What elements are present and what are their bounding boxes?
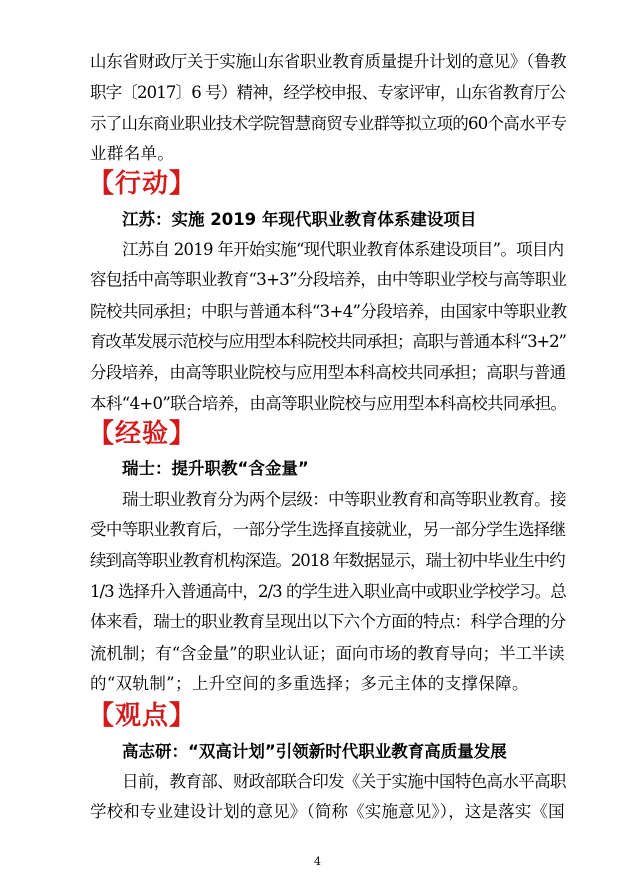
section-subhead-action: 江苏：实施 2019 年现代职业教育体系建设项目 (122, 210, 477, 229)
section-subhead-viewpoint: 高志研：“双高计划”引领新时代职业教育高质量发展 (122, 742, 507, 761)
paragraph-line: 瑞士职业教育分为两个层级：中等职业教育和高等职业教育。接 (122, 490, 566, 509)
section-heading-experience: 【经验】 (88, 419, 197, 449)
paragraph-line: 学校和专业建设计划的意见》（简称《实施意见》），这是落实《国 (90, 802, 565, 821)
paragraph-line: 流机制；有“含金量”的职业认证；面向市场的教育导向；半工半读 (90, 644, 565, 663)
paragraph-line: 日前，教育部、财政部联合印发《关于实施中国特色高水平高职 (122, 772, 566, 791)
section-heading-viewpoint: 【观点】 (88, 701, 197, 731)
paragraph-line: 受中等职业教育后，一部分学生选择直接就业，另一部分学生选择继 (90, 520, 566, 539)
paragraph-line: 江苏自 2019 年开始实施“现代职业教育体系建设项目”。项目内 (122, 240, 564, 259)
paragraph-line: 1/3 选择升入普通高中，2/3 的学生进入职业高中或职业学校学习。总 (90, 582, 566, 601)
paragraph-line: 的“双轨制”；上升空间的多重选择；多元主体的支撑保障。 (90, 674, 529, 693)
section-heading-action: 【行动】 (88, 169, 197, 199)
paragraph-line: 容包括中高等职业教育“3+3”分段培养，由中等职业学校与高等职业 (90, 270, 567, 289)
section-subhead-experience: 瑞士：提升职教“含金量” (122, 459, 309, 478)
intro-line: 业群名单。 (90, 144, 175, 163)
intro-line: 山东省财政厅关于实施山东省职业教育质量提升计划的意见》（鲁教 (90, 52, 567, 71)
paragraph-line: 院校共同承担；中职与普通本科“3+4”分段培养，由国家中等职业教 (90, 302, 567, 321)
intro-line: 职字〔2017〕6 号）精神，经学校申报、专家评审，山东省教育厅公 (90, 83, 566, 102)
paragraph-line: 续到高等职业教育机构深造。2018 年数据显示，瑞士初中毕业生中约 (90, 551, 565, 570)
paragraph-line: 育改革发展示范校与应用型本科院校共同承担；高职与普通本科“3+2” (90, 332, 566, 351)
page-number: 4 (314, 855, 321, 868)
paragraph-line: 体来看，瑞士的职业教育呈现出以下六个方面的特点：科学合理的分 (90, 612, 566, 631)
intro-line: 示了山东商业职业技术学院智慧商贸专业群等拟立项的60个高水平专 (90, 114, 567, 133)
paragraph-line: 分段培养，由高等职业院校与应用型本科高校共同承担；高职与普通 (90, 363, 566, 382)
paragraph-line: 本科“4+0”联合培养，由高等职业院校与应用型本科高校共同承担。 (90, 394, 567, 413)
